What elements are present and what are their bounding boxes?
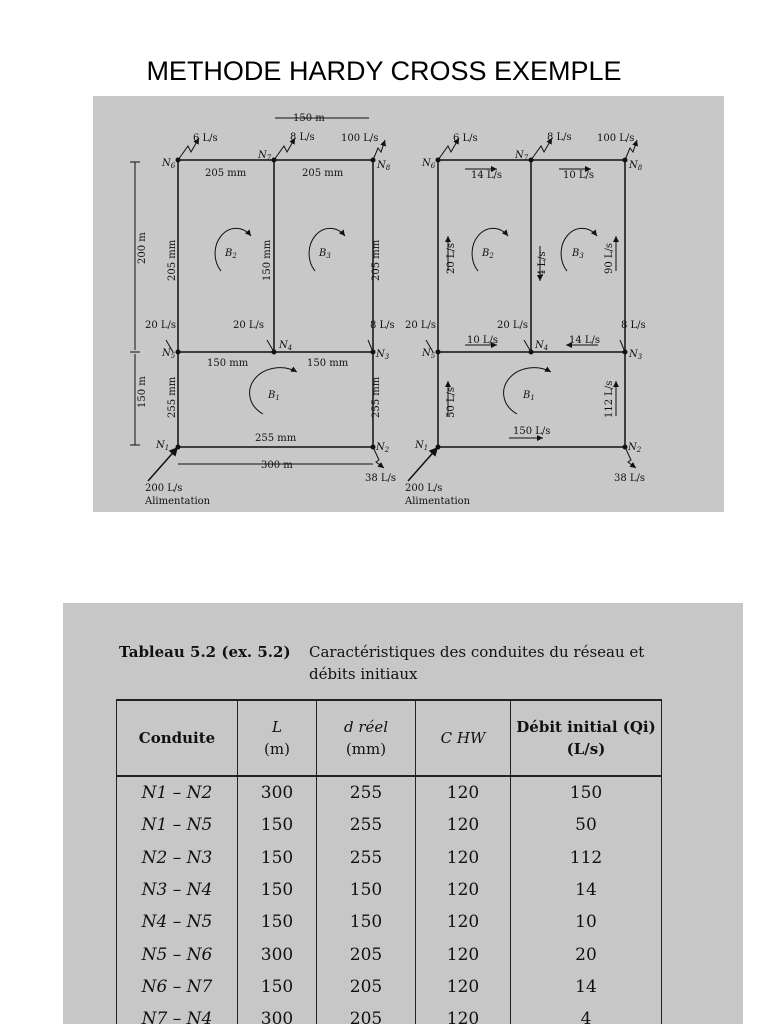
svg-text:8 L/s: 8 L/s — [290, 132, 315, 143]
svg-text:N6: $N_6$ — [162, 158, 176, 170]
svg-text:B3: $B_3$ — [319, 248, 331, 260]
svg-text:8 L/s: 8 L/s — [370, 320, 395, 331]
table-cell: 120 — [416, 874, 511, 906]
caption-label: Tableau 5.2 (ex. 5.2) — [119, 643, 291, 661]
svg-text:150 mm: 150 mm — [207, 358, 249, 369]
table-cell: 300 — [238, 1003, 317, 1024]
svg-text:20 L/s: 20 L/s — [405, 320, 437, 331]
svg-text:100 L/s: 100 L/s — [597, 133, 635, 144]
table-cell: 255 — [317, 809, 416, 841]
svg-text:8 L/s: 8 L/s — [621, 320, 646, 331]
svg-text:50 L/s: 50 L/s — [446, 386, 457, 418]
table-cell: 150 — [238, 874, 317, 906]
table-cell: 112 — [511, 842, 662, 874]
svg-text:20 L/s: 20 L/s — [446, 242, 457, 274]
page-title: METHODE HARDY CROSS EXEMPLE — [146, 56, 622, 86]
table-cell: N3 – N4 — [117, 874, 238, 906]
svg-text:150 m: 150 m — [293, 113, 325, 124]
table-cell: 14 — [511, 971, 662, 1003]
svg-text:4 L/s: 4 L/s — [537, 251, 548, 276]
svg-text:B1: $B_1$ — [268, 390, 280, 402]
svg-text:255 mm: 255 mm — [371, 376, 382, 418]
table-cell: 255 — [317, 776, 416, 809]
svg-text:N4: $N_4$ — [279, 340, 293, 352]
svg-text:N1: $N_1$ — [156, 440, 170, 452]
table-cell: 14 — [511, 874, 662, 906]
svg-text:150 m: 150 m — [137, 376, 148, 408]
table-scan — [63, 603, 743, 1024]
svg-text:38 L/s: 38 L/s — [365, 473, 397, 484]
table-cell: 150 — [238, 842, 317, 874]
caption-text: Caractéristiques des conduites du réseau et débits initiaux — [309, 643, 645, 683]
svg-text:20 L/s: 20 L/s — [233, 320, 265, 331]
svg-text:N3: $N_3$ — [629, 349, 643, 361]
left-nodes — [176, 158, 376, 450]
table-cell: 120 — [416, 938, 511, 970]
svg-text:N6: $N_6$ — [422, 158, 436, 170]
svg-text:205 mm: 205 mm — [167, 239, 178, 281]
network-figure — [93, 96, 724, 512]
svg-text:150 mm: 150 mm — [307, 358, 349, 369]
table-cell: 205 — [317, 938, 416, 970]
svg-text:20 L/s: 20 L/s — [497, 320, 529, 331]
svg-text:200 L/s: 200 L/s — [145, 483, 183, 494]
table-cell: 150 — [317, 906, 416, 938]
svg-text:B2: $B_2$ — [225, 248, 237, 260]
table-cell: N4 – N5 — [117, 906, 238, 938]
svg-text:Alimentation: Alimentation — [405, 496, 471, 507]
table-row — [117, 906, 662, 938]
table-cell: 120 — [416, 809, 511, 841]
table-row — [117, 776, 662, 809]
table-cell: 10 — [511, 906, 662, 938]
table-cell: 50 — [511, 809, 662, 841]
svg-text:150 mm: 150 mm — [262, 239, 273, 281]
svg-text:Alimentation: Alimentation — [145, 496, 211, 507]
header-length: L (m) — [238, 700, 317, 776]
svg-text:N8: $N_8$ — [377, 160, 391, 172]
svg-text:38 L/s: 38 L/s — [614, 473, 646, 484]
table-cell: 205 — [317, 971, 416, 1003]
table-cell: N1 – N5 — [117, 809, 238, 841]
svg-text:10 L/s: 10 L/s — [563, 170, 595, 181]
table-row — [117, 842, 662, 874]
svg-text:N7: $N_7$ — [515, 150, 529, 162]
table-cell: N2 – N3 — [117, 842, 238, 874]
svg-text:6 L/s: 6 L/s — [193, 133, 218, 144]
table-cell: 120 — [416, 776, 511, 809]
svg-text:10 L/s: 10 L/s — [467, 335, 499, 346]
svg-text:N1: $N_1$ — [415, 440, 429, 452]
svg-text:6 L/s: 6 L/s — [453, 133, 478, 144]
svg-text:205 mm: 205 mm — [302, 168, 344, 179]
header-chw: C HW — [416, 700, 511, 776]
table-cell: 205 — [317, 1003, 416, 1024]
svg-text:205 mm: 205 mm — [371, 239, 382, 281]
svg-text:200 L/s: 200 L/s — [405, 483, 443, 494]
pipe-table — [116, 699, 662, 1024]
table-cell: N1 – N2 — [117, 776, 238, 809]
svg-text:B2: $B_2$ — [482, 248, 494, 260]
table-header-row — [117, 700, 662, 776]
svg-text:N5: $N_5$ — [162, 348, 176, 360]
table-cell: 120 — [416, 906, 511, 938]
svg-text:N8: $N_8$ — [629, 160, 643, 172]
svg-text:255 mm: 255 mm — [167, 376, 178, 418]
table-cell: 255 — [317, 842, 416, 874]
svg-text:112 L/s: 112 L/s — [604, 380, 615, 418]
svg-text:300 m: 300 m — [261, 460, 293, 471]
table-row — [117, 971, 662, 1003]
table-row — [117, 874, 662, 906]
svg-text:N2: $N_2$ — [628, 442, 642, 454]
svg-text:150 L/s: 150 L/s — [513, 426, 551, 437]
table-cell: N6 – N7 — [117, 971, 238, 1003]
table-cell: 150 — [317, 874, 416, 906]
svg-text:255 mm: 255 mm — [255, 433, 297, 444]
svg-text:100 L/s: 100 L/s — [341, 133, 379, 144]
svg-text:N3: $N_3$ — [376, 349, 390, 361]
svg-text:N2: $N_2$ — [376, 442, 390, 454]
table-cell: 150 — [238, 906, 317, 938]
header-diameter: d réel (mm) — [317, 700, 416, 776]
table-row — [117, 1003, 662, 1024]
svg-text:14 L/s: 14 L/s — [471, 170, 503, 181]
svg-text:B1: $B_1$ — [523, 390, 535, 402]
table-caption — [119, 641, 699, 685]
table-cell: 20 — [511, 938, 662, 970]
header-conduite: Conduite — [117, 700, 238, 776]
table-row — [117, 938, 662, 970]
table-cell: 120 — [416, 971, 511, 1003]
network-diagrams — [93, 96, 724, 512]
svg-text:N4: $N_4$ — [535, 340, 549, 352]
svg-text:N7: $N_7$ — [258, 150, 272, 162]
svg-text:20 L/s: 20 L/s — [145, 320, 177, 331]
table-cell: 120 — [416, 1003, 511, 1024]
table-cell: 150 — [238, 971, 317, 1003]
svg-text:8 L/s: 8 L/s — [547, 132, 572, 143]
svg-text:205 mm: 205 mm — [205, 168, 247, 179]
table-cell: 120 — [416, 842, 511, 874]
table-row — [117, 809, 662, 841]
table-cell: N7 – N4 — [117, 1003, 238, 1024]
svg-text:B3: $B_3$ — [572, 248, 584, 260]
table-cell: 300 — [238, 938, 317, 970]
left-network — [130, 118, 385, 481]
table-cell: 4 — [511, 1003, 662, 1024]
table-cell: 150 — [511, 776, 662, 809]
svg-text:200 m: 200 m — [137, 232, 148, 264]
svg-text:N5: $N_5$ — [422, 348, 436, 360]
table-cell: 300 — [238, 776, 317, 809]
table-cell: N5 – N6 — [117, 938, 238, 970]
svg-text:14 L/s: 14 L/s — [569, 335, 601, 346]
svg-text:90 L/s: 90 L/s — [604, 242, 615, 274]
header-initial-flow: Débit initial (Qi) (L/s) — [511, 700, 662, 776]
table-cell: 150 — [238, 809, 317, 841]
